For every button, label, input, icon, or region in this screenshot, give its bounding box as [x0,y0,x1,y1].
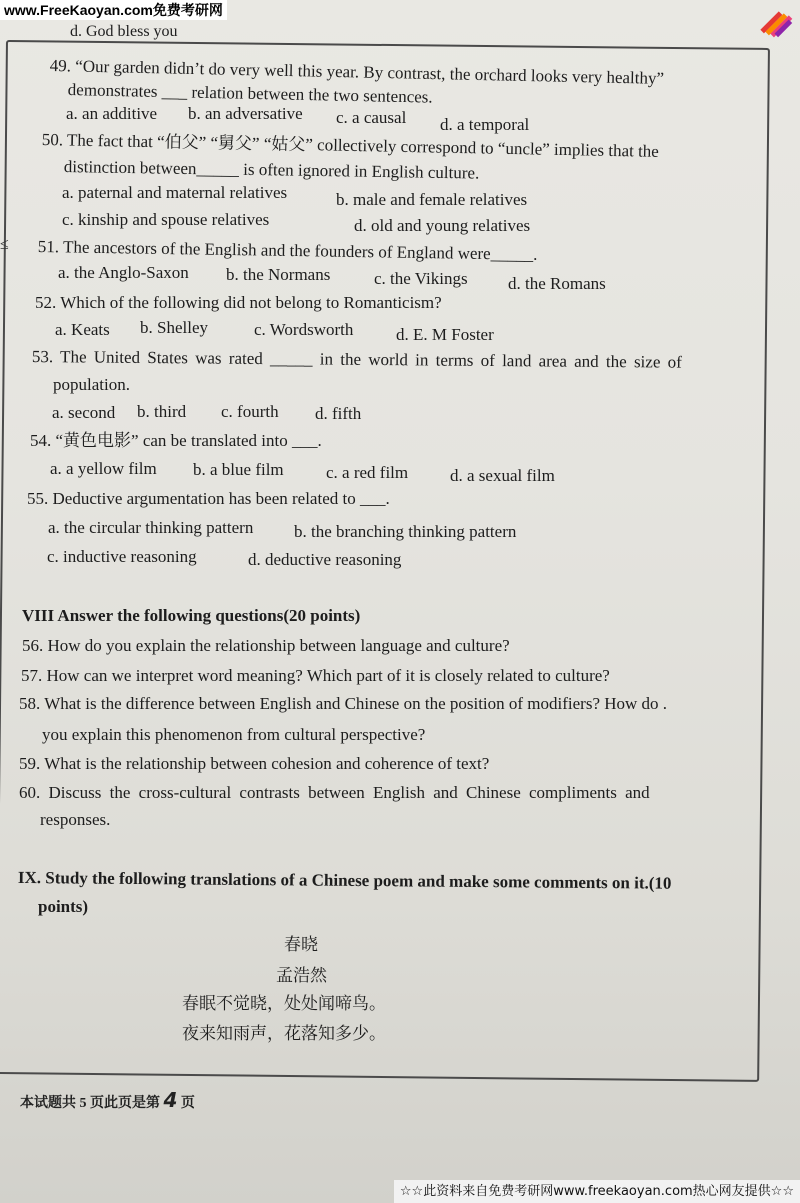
question-item: 60. Discuss the cross-cultural contrasts between English and Chinese compliments and [19,783,650,802]
question-item: 59. What is the relationship between cohesion and coherence of text? [19,754,490,773]
option: c. fourth [221,402,279,421]
option: a. paternal and maternal relatives [62,183,288,202]
question-stem: distinction between_____ is often ignored in English culture. [63,157,480,183]
option: b. an adversative [188,104,303,123]
binding-hole-mark: ≤ [0,236,9,253]
option: c. a red film [326,463,409,482]
option: d. a sexual film [450,466,555,485]
footer-page-number: 4 [163,1088,178,1112]
poem-author: 孟浩然 [276,966,327,986]
section-heading: IX. Study the following translations of a Chinese poem and make some comments on it.(10 [17,868,672,893]
question-item: 57. How can we interpret word meaning? Which part of it is closely related to culture? [21,666,610,685]
option: d. deductive reasoning [248,550,402,569]
option: c. Wordsworth [254,320,354,339]
option: b. the Normans [226,265,331,284]
option: b. male and female relatives [336,190,528,209]
option: d. a temporal [440,115,530,134]
prev-option: d. God bless you [70,23,178,40]
option: b. the branching thinking pattern [294,522,517,541]
question-item: you explain this phenomenon from cultural perspective? [42,725,426,744]
option: c. inductive reasoning [47,547,197,566]
option: b. a blue film [193,460,284,479]
question-stem: population. [53,375,130,394]
question-stem: 49. “Our garden didn’t do very well this year. By contrast, the orchard looks very healthy” [49,56,665,88]
section-heading: VIII Answer the following questions(20 points) [22,606,361,625]
footer-text: 本试题共 5 页此页是第 [20,1096,160,1111]
option: a. Keats [55,320,110,339]
option: d. E. M Foster [396,325,494,344]
question-stem: 55. Deductive argumentation has been related to ___. [27,489,390,508]
footer-text: 页 [180,1096,195,1111]
option: a. the Anglo-Saxon [58,263,189,282]
question-item: 56. How do you explain the relationship between language and culture? [22,636,510,655]
option: a. a yellow film [50,459,157,478]
question-stem: demonstrates ___ relation between the two sentences. [67,80,433,107]
option: b. third [137,402,187,421]
question-item: responses. [40,810,111,829]
poem-title: 春晓 [284,935,318,955]
question-stem: 53. The United States was rated _____ in the world in terms of land area and the size of [31,347,682,372]
section-heading: points) [38,897,89,916]
question-stem: 54. “黄色电影” can be translated into ___. [30,431,322,450]
option: a. second [52,403,116,422]
option: a. an additive [66,104,158,123]
poem-line: 春眠不觉晓，处处闻啼鸟。 [182,994,386,1014]
question-stem: 52. Which of the following did not belong to Romanticism? [35,293,442,312]
question-stem: 50. The fact that “伯父” “舅父” “姑父” collectively correspond to “uncle” implies that the [41,130,660,161]
option: c. a causal [336,108,407,127]
site-header[interactable]: www.FreeKaoyan.com免费考研网 [0,0,227,20]
option: b. Shelley [140,318,208,337]
page-footer [20,1088,195,1112]
source-banner[interactable]: ☆☆此资料来自免费考研网www.freekaoyan.com热心网友提供☆☆ [394,1180,800,1203]
option: d. fifth [315,404,362,423]
option: c. the Vikings [374,269,468,288]
option: a. the circular thinking pattern [48,518,254,537]
question-stem: 51. The ancestors of the English and the founders of England were_____. [37,237,538,264]
option: d. old and young relatives [354,216,531,235]
option: c. kinship and spouse relatives [62,210,270,229]
option: d. the Romans [508,274,606,293]
poem-line: 夜来知雨声，花落知多少。 [182,1024,386,1044]
question-item: 58. What is the difference between English and Chinese on the position of modifiers? How do . [19,694,668,713]
